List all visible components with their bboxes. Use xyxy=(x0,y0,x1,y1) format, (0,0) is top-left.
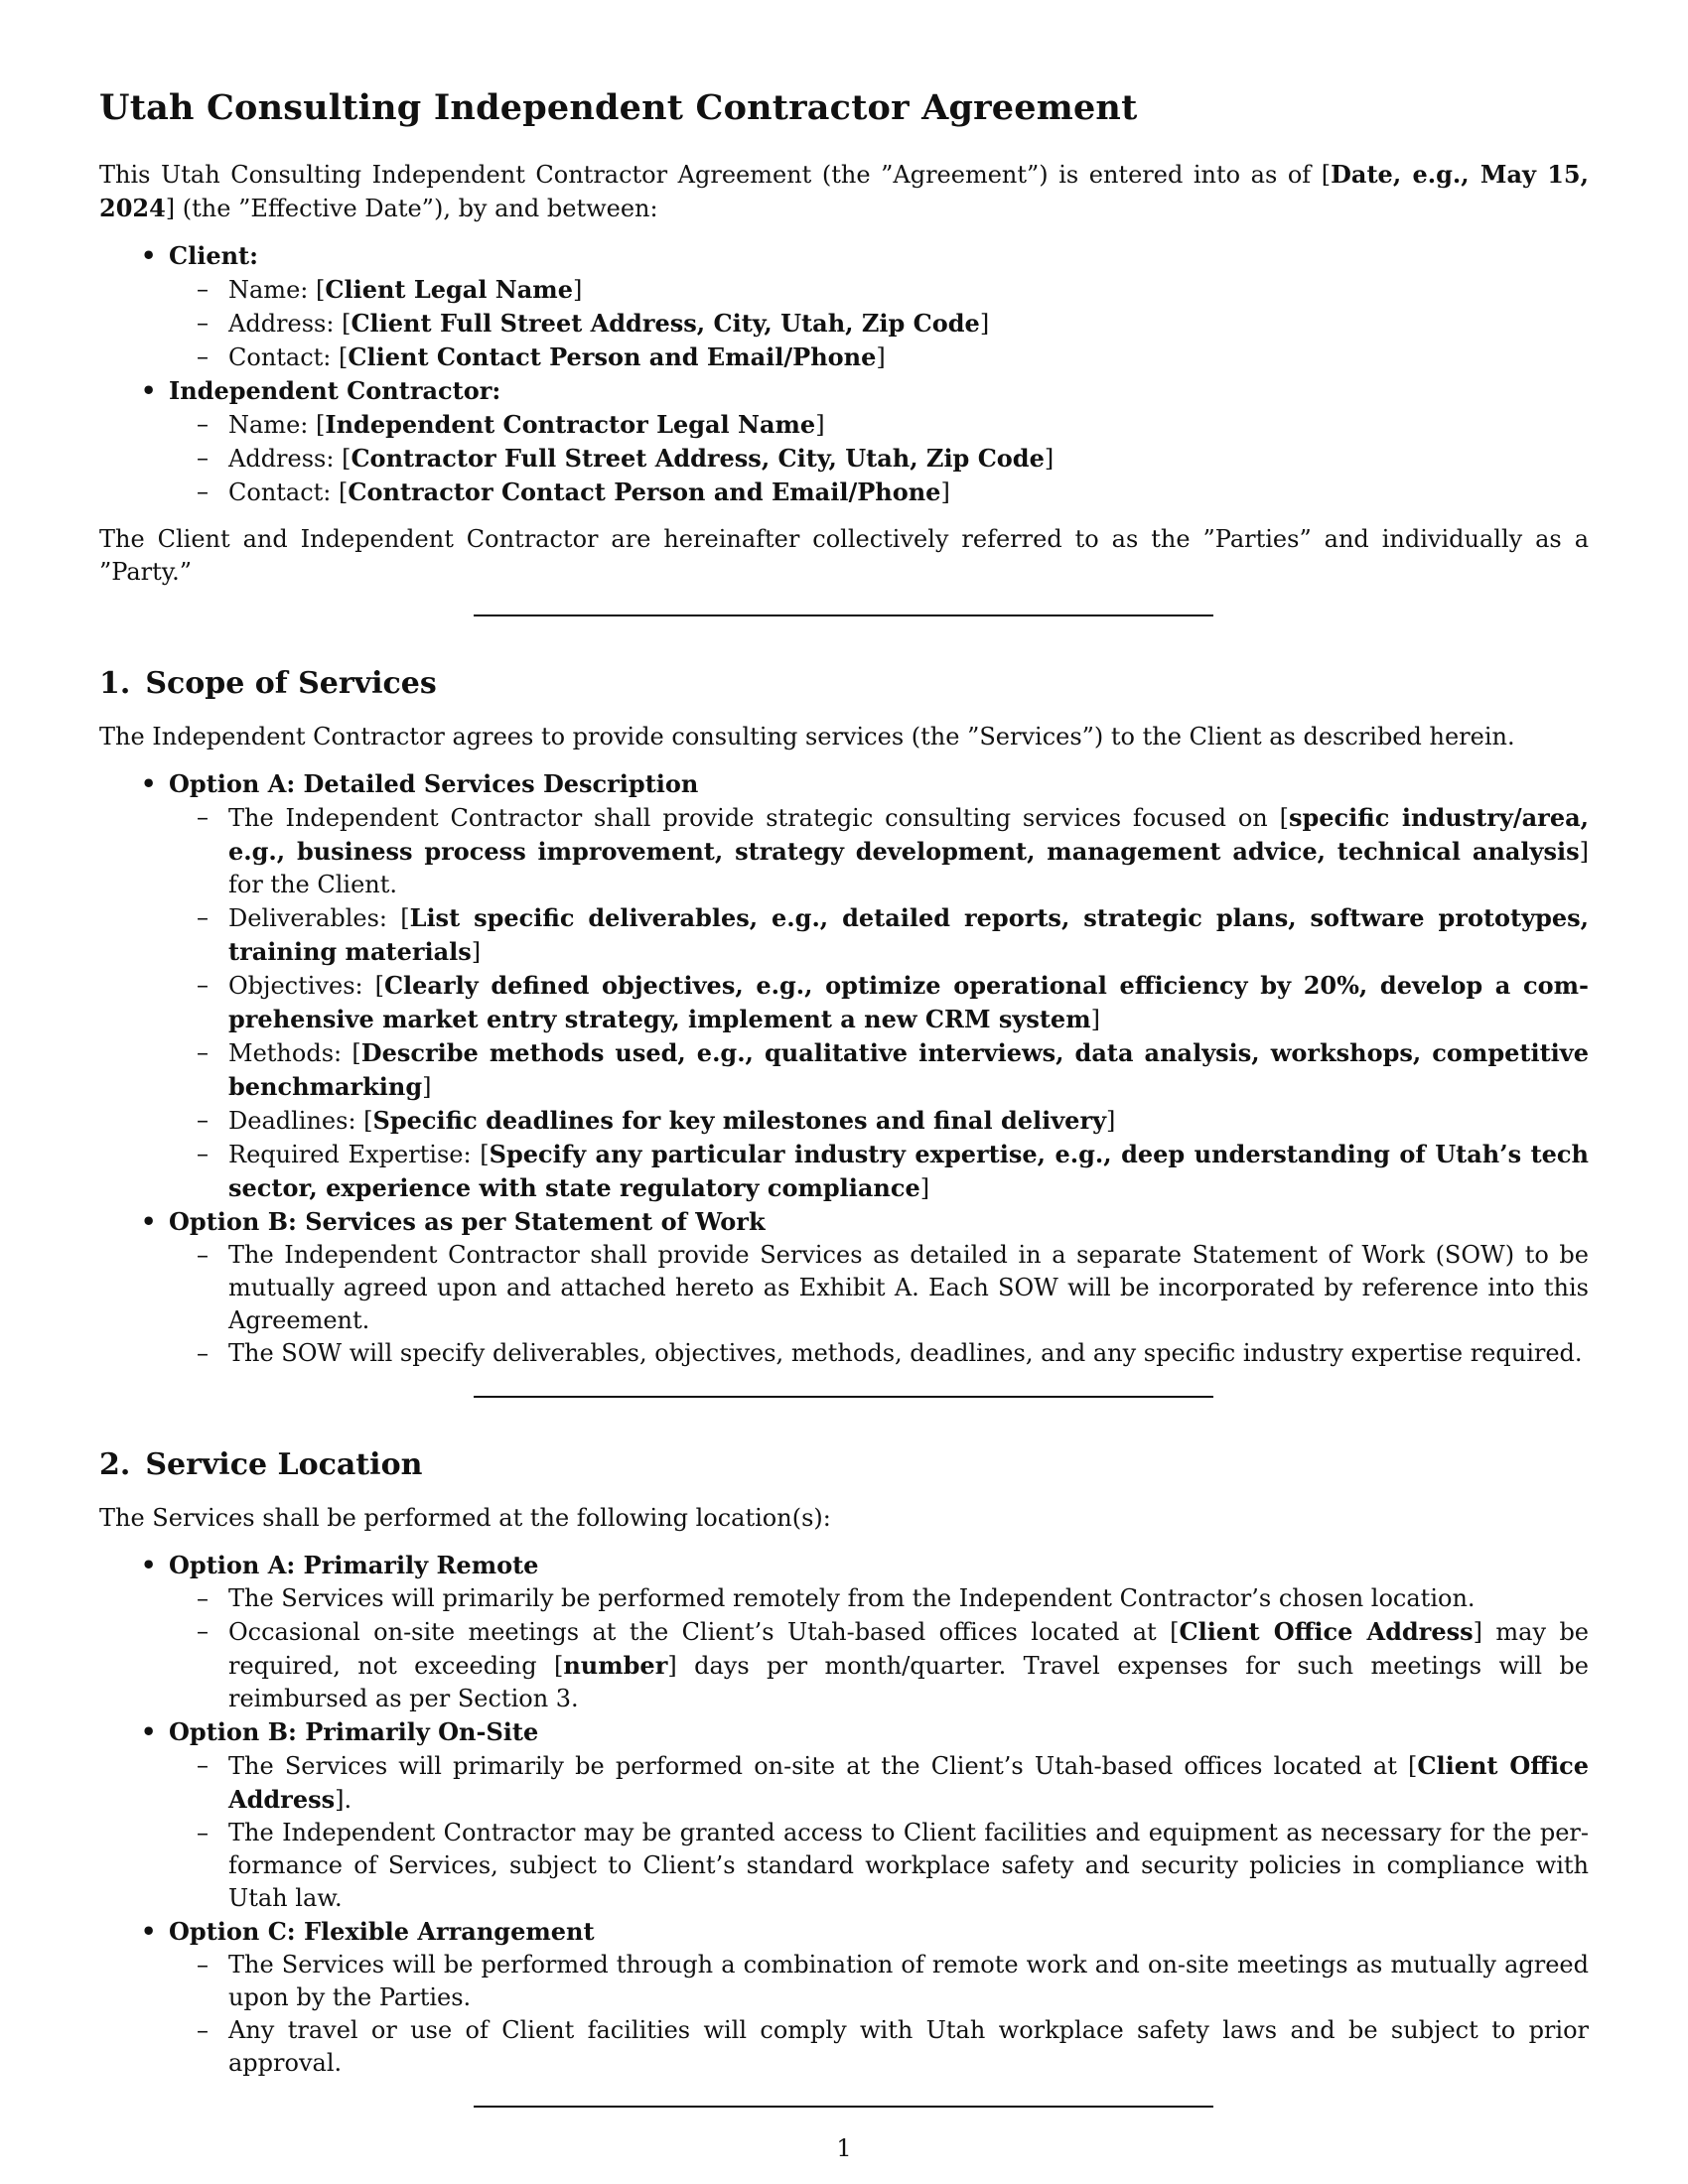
list-item: – The Services will primarily be performed on-site at the Client’s Utah-based offices located at [Client Office Address]. xyxy=(228,1749,1589,1817)
section-2-intro: The Services shall be performed at the following location(s): xyxy=(99,1504,831,1532)
list-item: – Occasional on-site meetings at the Client’s Utah-based offices located at [Client Office Address] may be required, not exceeding [number] days per month/quarter. Travel expenses for such meetings will be reimbursed as per Section 3. xyxy=(228,1615,1589,1715)
section-2-options xyxy=(99,1549,1589,2080)
section-1-heading: 1. Scope of Services xyxy=(99,666,437,701)
contractor-address-item: – Address: [Contractor Full Street Address, City, Utah, Zip Code] xyxy=(228,442,1589,476)
client-address-item: – Address: [Client Full Street Address, City, Utah, Zip Code] xyxy=(228,307,1589,341)
list-item: – Required Expertise: [Specify any particular industry expertise, e.g., deep understanding of Utah’s tech sector, experience with state regulatory compliance] xyxy=(228,1138,1589,1205)
list-item: – Methods: [Describe methods used, e.g., qualitative interviews, data analysis, workshops, competitive benchmarking] xyxy=(228,1036,1589,1104)
list-item: – The Independent Contractor may be granted access to Client facilities and equipment as necessary for the performance of Services, subject to Client’s standard workplace safety and security policies in compliance with Utah law. xyxy=(228,1817,1589,1915)
page-number: 1 xyxy=(836,2134,852,2162)
section-2-option-c: • Option C: Flexible Arrangement – The Services will be performed through a combination of remote work and on-site meetings as mutually agreed upon by the Parties. – Any travel or use of Client facilities will comply with Utah workplace safety laws and be subject to prior approval. xyxy=(169,1915,1589,2080)
parties-note: The Client and Independent Contractor are hereinafter collectively referred to as the ”Parties” and individually as a ”Party.” xyxy=(99,525,1589,586)
section-divider xyxy=(474,2106,1213,2108)
list-item: – The Services will be performed through a combination of remote work and on-site meetings as mutually agreed upon by the Parties. xyxy=(228,1949,1589,2014)
section-1-option-a: • Option A: Detailed Services Description – The Independent Contractor shall provide strategic consulting services focused on [specific industry/area, e.g., business process improvement, strategy development, management advice, technical analysis] for the Client. – Deliverables: [List specific deliverables, e.g., detailed reports, strategic plans, software prototypes, training materials] – Objectives: [Clearly defined objectives, e.g., optimize operational efficiency by 20%, develop a comprehensive market entry strategy, implement a new CRM system] – Methods: [Describe methods used, e.g., qualitative interviews, data analysis, workshops, competitive benchmarking] – Deadlines: [Specific deadlines for key milestones and final delivery] – Required Expertise: [Specify any particular industry expertise, e.g., deep understanding of Utah’s tech sector, experience with state regulatory compliance] xyxy=(169,767,1589,1205)
section-2-option-b: • Option B: Primarily On-Site – The Services will primarily be performed on-site at the Client’s Utah-based offices located at [Client Office Address]. – The Independent Contractor may be granted access to Client facilities and equipment as necessary for the performance of Services, subject to Client’s standard workplace safety and security policies in compliance with Utah law. xyxy=(169,1715,1589,1915)
section-1-option-b: • Option B: Services as per Statement of Work – The Independent Contractor shall provide Services as detailed in a separate Statement of Work (SOW) to be mutually agreed upon and attached hereto as Exhibit A. Each SOW will be incorporated by reference into this Agreement. – The SOW will specify deliverables, objectives, methods, deadlines, and any specific industry expertise required. xyxy=(169,1205,1589,1370)
contractor-label: Independent Contractor: xyxy=(169,376,501,405)
list-item: – Any travel or use of Client facilities will comply with Utah workplace safety laws and be subject to prior approval. xyxy=(228,2014,1589,2080)
section-1-intro: The Independent Contractor agrees to provide consulting services (the ”Services”) to the Client as described herein. xyxy=(99,723,1515,751)
party-contractor xyxy=(169,374,1589,509)
list-item: – The SOW will specify deliverables, objectives, methods, deadlines, and any specific industry expertise required. xyxy=(228,1337,1589,1370)
list-item: – Deliverables: [List specific deliverables, e.g., detailed reports, strategic plans, software prototypes, training materials] xyxy=(228,901,1589,969)
intro-text-end: ] (the ”Effective Date”), by and between: xyxy=(165,195,658,222)
effective-date-placeholder: Date, e.g., May 15, 2024 xyxy=(99,160,1589,222)
list-item: – Deadlines: [Specific deadlines for key milestones and final delivery] xyxy=(228,1104,1589,1138)
contractor-name-item: – Name: [Independent Contractor Legal Name] xyxy=(228,408,1589,442)
list-item: – The Independent Contractor shall provide strategic consulting services focused on [specific industry/area, e.g., business process improvement, strategy development, management advice, technical analysis] for the Client. xyxy=(228,801,1589,901)
client-label: Client: xyxy=(169,241,258,270)
intro-text: This Utah Consulting Independent Contractor Agreement (the ”Agreement”) is entered into as of [ xyxy=(99,161,1332,189)
client-name-item: – Name: [Client Legal Name] xyxy=(228,273,1589,307)
party-client xyxy=(169,239,1589,374)
list-item: – The Services will primarily be performed remotely from the Independent Contractor’s chosen location. xyxy=(228,1582,1589,1615)
section-2-heading: 2. Service Location xyxy=(99,1447,423,1482)
document-title: Utah Consulting Independent Contractor Agreement xyxy=(99,87,1138,128)
section-2-option-a: • Option A: Primarily Remote – The Services will primarily be performed remotely from the Independent Contractor’s chosen location. – Occasional on-site meetings at the Client’s Utah-based offices located at [Client Office Address] may be required, not exceeding [number] days per month/quarter. Travel expenses for such meetings will be reimbursed as per Section 3. xyxy=(169,1549,1589,1715)
intro-paragraph xyxy=(99,158,1589,225)
client-contact-item: – Contact: [Client Contact Person and Email/Phone] xyxy=(228,341,1589,374)
section-1-options xyxy=(99,767,1589,1370)
list-item: – The Independent Contractor shall provide Services as detailed in a separate Statement of Work (SOW) to be mutually agreed upon and attached hereto as Exhibit A. Each SOW will be incorporated by reference into this Agreement. xyxy=(228,1239,1589,1337)
document-page xyxy=(99,87,1589,2108)
parties-list xyxy=(99,239,1589,509)
list-item: – Objectives: [Clearly defined objectives, e.g., optimize operational efficiency by 20%, develop a comprehensive market entry strategy, implement a new CRM system] xyxy=(228,969,1589,1036)
contractor-contact-item: – Contact: [Contractor Contact Person and Email/Phone] xyxy=(228,476,1589,509)
